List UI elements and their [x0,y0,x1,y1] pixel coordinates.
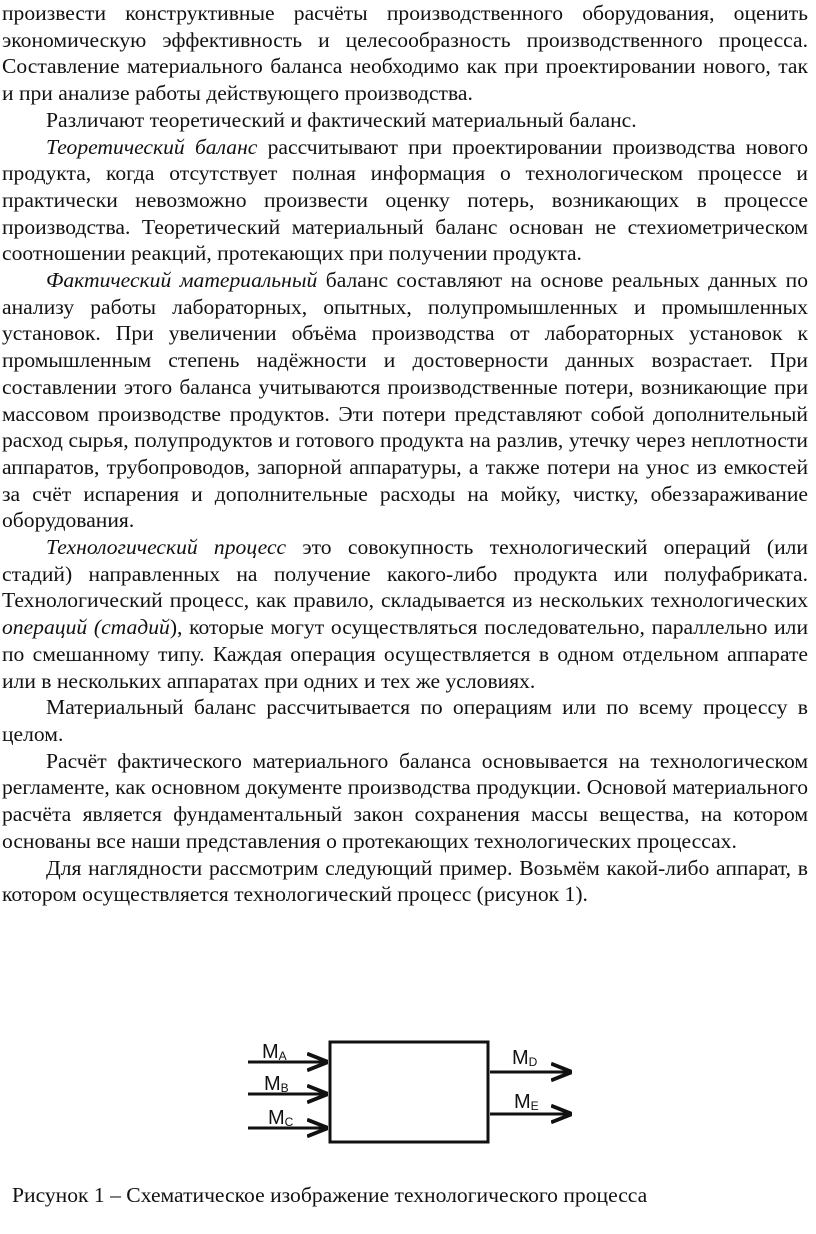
input-label-b: MB [264,1073,289,1095]
paragraph [2,134,808,268]
paragraph-text: Для наглядности рассмотрим следующий пример. Возьмём какой-либо аппарат, в котором осуществляется технологический процесс (рисунок 1). [2,855,808,907]
process-diagram [0,1032,816,1152]
paragraph [2,748,808,855]
paragraph-text: Различают теоретический и фактический материальный баланс. [46,107,637,132]
italic-term: Технологический процесс [46,535,287,560]
output-label-e: ME [514,1091,539,1113]
paragraph [2,855,808,908]
document-text [2,0,808,908]
paragraph-text: Материальный баланс рассчитывается по операциям или по всему процессу в целом. [2,695,808,746]
output-label-d: MD [512,1047,538,1069]
paragraph [2,107,808,134]
paragraph-text: баланс составляют на основе реальных данных по анализу работы лабораторных, опытных, полупромышленных и промышленных установок. При увеличении объёма производства от лабораторных установок к промышленным степень надёжности и достоверности данных возрастает. При составлении этого баланса учитываются производственные потери, возникающие при массовом производстве продуктов. Эти потери представляют собой дополнительный расход сырья, полупродуктов и готового продукта на разлив, утечку через неплотности аппаратов, трубопроводов, запорной аппаратуры, а также потери на унос из емкостей за счёт испарения и дополнительные расходы на мойку, чистку, обеззараживание оборудования. [2,268,809,533]
paragraph [2,0,808,107]
italic-term: Теоретический баланс [46,134,258,159]
figure-caption: Рисунок 1 – Схематическое изображение технологического процесса [12,1183,648,1207]
input-label-a: MA [262,1041,287,1063]
paragraph-text: ), которые могут осуществляться последовательно, параллельно или по смешанному типу. Каждая операция осуществляется в одном отдельном аппарате или в нескольких аппаратах при одних и тех же условиях. [2,615,808,693]
paragraph [2,534,808,694]
italic-term: Фактический материальный [46,268,318,293]
paragraph-text: это совокупность технологический операций (или стадий) направленных на получение какого-либо продукта или полуфабриката. Технологический процесс, как правило, складывается из нескольких технологических [2,535,808,613]
apparatus-box [330,1042,488,1142]
paragraph [2,267,808,534]
process-diagram-svg [0,1032,816,1152]
paragraph-text: Расчёт фактического материального баланса основывается на технологическом регламенте, как основном документе производства продукции. Основой материального расчёта является фундаментальный закон сохранения массы вещества, на котором основаны все наши представления о протекающих технологических процессах. [2,748,808,853]
input-label-c: MC [268,1107,294,1129]
paragraph-text: рассчитывают при проектировании производства нового продукта, когда отсутствует полная информация о технологическом процессе и практически невозможно произвести оценку потерь, возникающих в процессе производства. Теоретический материальный баланс основан не стехиометрическом соотношении реакций, протекающих при получении продукта. [2,134,808,266]
italic-term: операций (стадий [2,615,170,640]
paragraph-text: произвести конструктивные расчёты производственного оборудования, оценить экономическую эффективность и целесообразность производственного процесса. Составление материального баланса необходимо как при проектировании нового, так и при анализе работы действующего производства. [2,1,808,106]
paragraph [2,694,808,747]
